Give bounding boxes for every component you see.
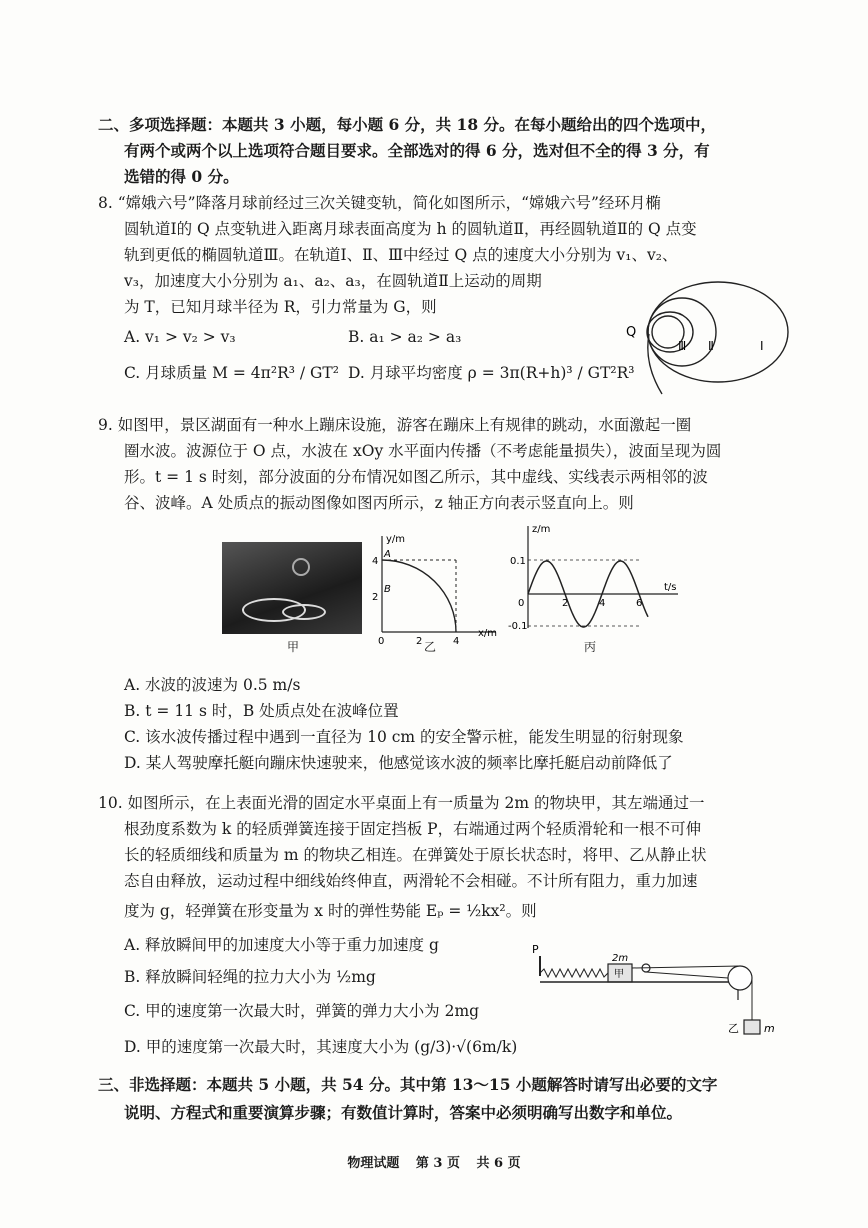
yi-tick-4: 4 [372, 556, 379, 567]
orbit-diagram [620, 276, 790, 400]
label-p: P [532, 943, 539, 956]
bing-tick-6: 6 [636, 598, 643, 609]
caption-bing: 丙 [584, 640, 597, 654]
label-q: Q [626, 325, 637, 340]
label-ii: Ⅱ [708, 339, 714, 353]
q10-option-b: B. 释放瞬间轻绳的拉力大小为 ½mg [124, 968, 376, 986]
q10-line4: 态自由释放，运动过程中细线始终伸直，两滑轮不会相碰。不计所有阻力，重力加速 [124, 872, 698, 890]
q10-option-a: A. 释放瞬间甲的加速度大小等于重力加速度 g [124, 936, 439, 954]
q10-option-c: C. 甲的速度第一次最大时，弹簧的弹力大小为 2mg [124, 1002, 480, 1020]
pulley-large [728, 966, 752, 990]
footer-page: 第 3 页 [415, 1156, 460, 1171]
yi-xlabel: x/m [478, 628, 498, 639]
yi-point-b: B [384, 584, 391, 595]
q8-line3: 轨到更低的椭圆轨道Ⅲ。在轨道Ⅰ、Ⅱ、Ⅲ中经过 Q 点的速度大小分别为 v₁、v₂、 [124, 246, 678, 264]
q9-option-d: D. 某人驾驶摩托艇向蹦床快速驶来，他感觉该水波的频率比摩托艇启动前降低了 [124, 754, 673, 772]
q8-option-a: A. v₁ > v₂ > v₃ [124, 328, 236, 346]
q10-line2: 根劲度系数为 k 的轻质弹簧连接于固定挡板 P，右端通过两个轻质滑轮和一根不可伸 [124, 820, 702, 838]
label-iii: Ⅲ [678, 339, 687, 353]
q10-line1: 10. 如图所示，在上表面光滑的固定水平桌面上有一质量为 2m 的物块甲，其左端通过一 [98, 794, 705, 812]
q9-line1: 9. 如图甲，景区湖面有一种水上蹦床设施，游客在蹦床上有规律的跳动，水面激起一圈 [98, 416, 692, 434]
q10-option-d: D. 甲的速度第一次最大时，其速度大小为 (g/3)·√(6m/k) [124, 1038, 518, 1056]
yi-tick-x4: 4 [453, 636, 460, 647]
footer-subject: 物理试题 [347, 1156, 400, 1171]
label-jia: 甲 [614, 969, 624, 980]
section2-line3: 选错的得 0 分。 [124, 167, 239, 186]
section3-line1: 三、非选择题：本题共 5 小题，共 54 分。其中第 13～15 小题解答时请写出必要的文字 [98, 1075, 718, 1094]
bing-xlabel: t/s [664, 582, 677, 593]
bing-tick-p01: 0.1 [510, 556, 526, 567]
block-yi [744, 1020, 760, 1034]
q8-option-c: C. 月球质量 M = 4π²R³ / GT² [124, 364, 339, 382]
orbit-ii [648, 298, 716, 366]
section3-line2: 说明、方程式和重要演算步骤；有数值计算时，答案中必须明确写出数字和单位。 [124, 1103, 683, 1122]
wave-diagram-yi [368, 532, 503, 652]
label-2m: 2m [612, 953, 629, 964]
bing-tick-2: 2 [562, 598, 569, 609]
q8-option-d: D. 月球平均密度 ρ = 3π(R+h)³ / GT²R³ [348, 364, 635, 382]
yi-crest-arc [382, 560, 456, 632]
photo-figure [292, 558, 310, 576]
q8-line2: 圆轨道Ⅰ的 Q 点变轨进入距离月球表面高度为 h 的圆轨道Ⅱ，再经圆轨道Ⅱ的 Q 点变 [124, 220, 697, 238]
spring-pulley-diagram [528, 938, 798, 1048]
section2-line2: 有两个或两个以上选项符合题目要求。全部选对的得 6 分，选对但不全的得 3 分，有 [124, 141, 710, 160]
yi-ylabel: y/m [386, 534, 406, 545]
q8-line4: v₃，加速度大小分别为 a₁、a₂、a₃，在圆轨道Ⅱ上运动的周期 [124, 272, 542, 290]
bing-tick-4: 4 [599, 598, 606, 609]
label-m: m [764, 1022, 775, 1035]
yi-tick-0: 0 [378, 636, 385, 647]
q10-line5: 度为 g，轻弹簧在形变量为 x 时的弹性势能 Eₚ = ½kx²。则 [124, 902, 537, 920]
q9-line4: 谷、波峰。A 处质点的振动图像如图丙所示，z 轴正方向表示竖直向上。则 [124, 494, 634, 512]
label-yi: 乙 [728, 1022, 739, 1035]
bing-tick-0: 0 [518, 598, 525, 609]
label-i: Ⅰ [760, 339, 764, 353]
caption-yi: 乙 [424, 640, 437, 654]
q10-line3: 长的轻质细线和质量为 m 的物块乙相连。在弹簧处于原长状态时，将甲、乙从静止状 [124, 846, 707, 864]
photo-ripple [282, 604, 326, 620]
caption-jia: 甲 [287, 640, 300, 654]
bing-ylabel: z/m [532, 524, 551, 535]
q8-option-b: B. a₁ > a₂ > a₃ [348, 328, 462, 346]
q8-line1: 8. “嫦娥六号”降落月球前经过三次关键变轨，简化如图所示，“嫦娥六号”经环月椭 [98, 194, 661, 212]
q9-option-c: C. 该水波传播过程中遇到一直径为 10 cm 的安全警示桩，能发生明显的衍射现象 [124, 728, 684, 746]
vibration-graph-bing [508, 520, 688, 640]
q9-line2: 圈水波。波源位于 O 点，水波在 xOy 水平面内传播（不考虑能量损失），波面呈现为圆 [124, 442, 722, 460]
footer-total: 共 6 页 [476, 1156, 521, 1171]
yi-tick-x2: 2 [416, 636, 423, 647]
spring [540, 969, 608, 977]
section2-line1: 二、多项选择题：本题共 3 小题，每小题 6 分，共 18 分。在每小题给出的四个选项中， [98, 115, 717, 134]
trampoline-photo [222, 542, 362, 634]
q8-line5: 为 T，已知月球半径为 R，引力常量为 G，则 [124, 298, 437, 316]
yi-tick-2: 2 [372, 592, 379, 603]
q9-line3: 形。t = 1 s 时刻，部分波面的分布情况如图乙所示，其中虚线、实线表示两相邻的波 [124, 468, 708, 486]
string-lower [646, 972, 728, 978]
yi-point-a: A [384, 549, 391, 560]
q9-option-b: B. t = 11 s 时，B 处质点处在波峰位置 [124, 702, 399, 720]
page-footer [0, 1155, 868, 1173]
bing-tick-n01: -0.1 [508, 621, 528, 632]
q9-option-a: A. 水波的波速为 0.5 m/s [124, 676, 301, 694]
orbit-i [648, 282, 788, 382]
